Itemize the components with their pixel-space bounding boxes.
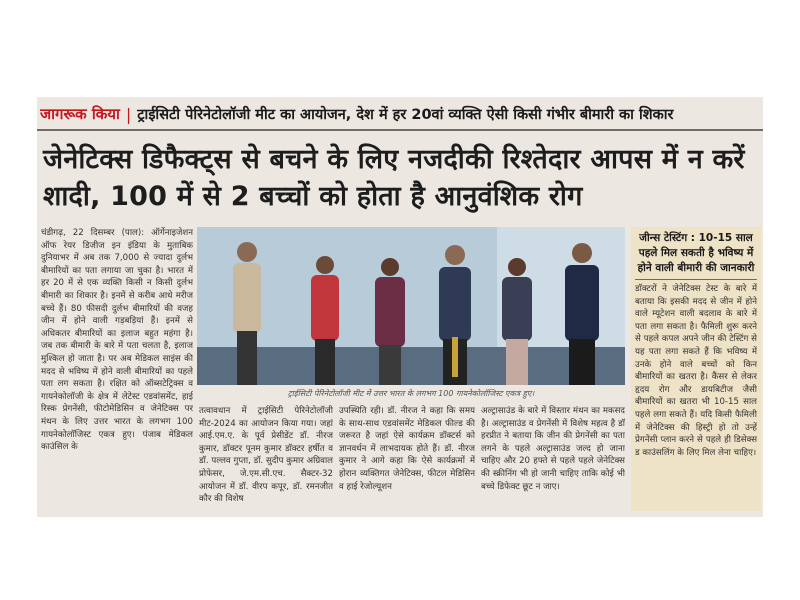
headline: जेनेटिक्स डिफैक्ट्स से बचने के लिए नजदीकी रिश्तेदार आपस में न करें शादी, 100 में से 2 बच्चों को होता है आनुवंशिक रोग [43,144,745,212]
kicker-separator: | [125,104,132,124]
kicker-tag: जागरूक किया [40,105,120,123]
sidebar-box [631,227,761,511]
article-column-1: चंडीगढ़, 22 दिसम्बर (पाल): ऑर्गेनाइजेशन ऑफ रेयर डिजीज इन इंडिया के मुताबिक दुनियाभर में अब तक 7,000 से ज्यादा दुर्लभ बीमारियों का पता लगाया जा चुका है। भारत में हर 20 में से एक व्यक्ति किसी न किसी दुर्लभ बीमारी का शिकार है। इनमें से करीब आधे मरीज बच्चे हैं। 80 फीसदी दुर्लभ बीमारियों की वजह जीन में होने वाली गड़बड़ियां हैं। इनमें से अधिकतर बीमारियों का इलाज बहुत महंगा है। जब तक बीमारी के बारे में पता चलता है, इलाज मुश्किल हो जाता है। पर अब मेडिकल साइंस की मदद से भविष्य में होने वाली बीमारियों का पहले पता लग सकता है। रक्षित को ऑब्सटेट्रिक्स व गायनेकोलॉजी के क्षेत्र में लेटेस्ट एडवांसमेंट, हाई रिस्क प्रेगनेंसी, फीटोमेडिसिन व जेनेटिक्स पर मंथन के लिए उत्तर भारत के लगभग 100 गायनेकोलॉजिस्ट एकत्र हुए। पंजाब मेडिकल काउंसिल के [41,228,193,453]
article-column-3: उपस्थिति रही। डॉ. नीरज ने कहा कि समय के साथ-साथ एडवांसमेंट मेडिकल फील्ड की जरूरत है जहां ऐसे कार्यक्रम डॉक्टर्स को ज्ञानवर्धन में लाभदायक होते हैं। डॉ. नीरज कुमार ने आगे कहा कि ऐसे कार्यक्रमों में होरान व्यक्तिगत जेनेटिक्स, फीटल मेडिसिन व हाई रेजोल्यूशन [339,406,475,492]
kicker-subhead: ट्राईसिटी पेरिनेटोलॉजी मीट का आयोजन, देश में हर 20वां व्यक्ति ऐसी किसी गंभीर बीमारी का शिकार [137,107,674,123]
sidebar-title: जीन्स टेस्टिंग : 10-15 साल पहले मिल सकती है भविष्य में होने वाली बीमारी की जानकारी [635,231,757,280]
event-photo-illustration [197,227,625,385]
photo-caption: ट्राईसिटी पेरिनेटोलॉजी मीट में उत्तर भारत के लगभग 100 गायनेकोलॉजिस्ट एकत्र हुए। [287,389,535,398]
article-column-2: तत्वावधान में ट्राईसिटी पेरिनेटोलॉजी मीट-2024 का आयोजन किया गया। जहां आई.एम.ए. के पूर्व प्रेसीडेंट डॉ. नीरज कुमार, डॉक्टर पूनम कुमार डॉक्टर हर्षीत व डॉ. पल्लव गुप्ता, डॉ. सुदीप कुमार अग्रिवाल प्रोफेसर, जे.एम.सी.एच. सैक्टर-32 आयोजन में डॉ. वीरप कपूर, डॉ. रमनजीत कौर की विशेष [199,406,333,505]
newspaper-clipping [37,97,763,517]
kicker-line [40,101,760,127]
event-photo [197,227,625,385]
article-column-4: अल्ट्रासाउंड के बारे में विस्तार मंथन का मकसद है। अल्ट्रासाउंड व प्रेगनेंसी में विशेष महत्व है डॉ हरप्रीत ने बताया कि जीन की प्रेगनेंसी का पता लगने के पहले अल्ट्रासाउंड जल्द हो जाना चाहिए और 20 हफ्ते से पहले पहले जेनेटिक्स की स्क्रीनिंग भी हो जानी चाहिए ताकि कोई भी बच्चे डिफेक्ट छूट न जाए। [481,406,625,492]
sidebar-body: डॉक्टरों ने जेनेटिक्स टेस्ट के बारे में बताया कि इसकी मदद से जीन में होने वाले म्यूटेशन वाली बदलाव के बारे में पता लगा सकता है। फैमिली शुरू करने से पहले कपल अपने जीन की टेस्टिंग से यह पता लगा सकते हैं कि भविष्य में उनके होने वाले बच्चों को किन बीमारियों का खतरा है। कैंसर से लेकर हृदय रोग और डायबिटीज जैसी बीमारियों का खतरा भी 10-15 साल पहले लगा सकते हैं। यदि किसी फैमिली में जेनेटिक्स की हिस्ट्री हो तो उन्हें प्रेगनेंसी प्लान करने से पहले ही डिसेक्स ड काउंसलिंग के लिए मिल लेना चाहिए। [635,284,757,458]
kicker-rule [37,129,763,131]
